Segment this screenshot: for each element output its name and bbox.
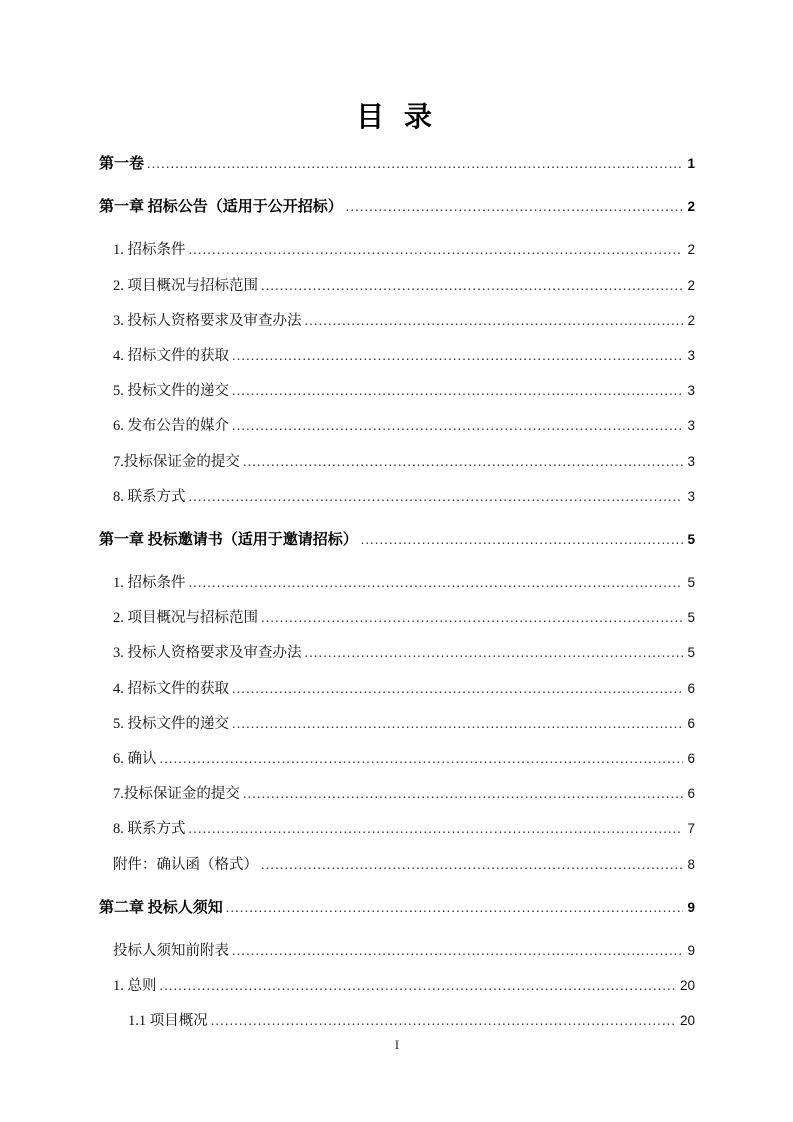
toc-leader-dots <box>232 339 683 374</box>
toc-leader-dots <box>243 445 684 480</box>
toc-leader-dots <box>261 269 683 304</box>
toc-entry-label: 1. 总则 <box>113 978 157 995</box>
toc-entry[interactable] <box>99 811 695 846</box>
toc-entry[interactable] <box>99 565 695 600</box>
toc-entry-label: 附件：确认函（格式） <box>113 856 258 873</box>
toc-entry-label: 第一章 招标公告（适用于公开招标） <box>99 199 343 216</box>
toc-entry[interactable] <box>99 189 695 224</box>
toc-page-number: 6 <box>687 751 695 766</box>
toc-page-number: 6 <box>687 786 695 802</box>
toc-entry[interactable] <box>99 847 695 882</box>
toc-entry-label: 投标人须知前附表 <box>113 942 229 959</box>
toc-leader-dots <box>226 891 684 926</box>
toc-page-number: 3 <box>687 418 695 434</box>
toc-page-number: 20 <box>679 1013 695 1029</box>
toc-page-number: 5 <box>687 575 695 591</box>
toc-entry-label: 5. 投标文件的递交 <box>113 383 229 400</box>
toc-page-number: 2 <box>687 242 695 258</box>
toc-leader-dots <box>211 1004 676 1039</box>
toc-leader-dots <box>189 480 684 515</box>
toc-leader-dots <box>361 523 684 558</box>
toc-leader-dots <box>189 812 684 847</box>
toc-page-number: 2 <box>687 199 695 215</box>
toc-page-number: 9 <box>687 942 695 958</box>
toc-page-number: 8 <box>687 856 695 872</box>
toc-entry[interactable] <box>99 444 695 479</box>
toc-page-number: 6 <box>687 680 695 696</box>
toc-entry-label: 3. 投标人资格要求及审查办法 <box>113 312 302 329</box>
toc-entry[interactable] <box>99 1003 695 1038</box>
toc-page-number: 3 <box>687 383 695 399</box>
footer-page-number: I <box>394 1038 400 1052</box>
toc-page-number: 9 <box>687 899 695 915</box>
toc-entry-label: 8. 联系方式 <box>113 488 186 505</box>
toc-page-number: 7 <box>687 821 695 837</box>
toc-list <box>99 146 695 1039</box>
toc-leader-dots <box>305 636 684 671</box>
toc-leader-dots <box>189 566 684 601</box>
toc-entry[interactable] <box>99 338 695 373</box>
toc-page-number: 5 <box>687 610 695 626</box>
toc-entry-label: 第一卷 <box>99 156 145 172</box>
toc-entry-label: 5. 投标文件的递交 <box>113 715 229 732</box>
toc-page-number: 2 <box>687 277 695 293</box>
toc-leader-dots <box>232 934 683 969</box>
toc-entry-label: 1.1 项目概况 <box>128 1013 208 1030</box>
toc-entry[interactable] <box>99 741 695 776</box>
toc-page-number: 20 <box>679 978 695 994</box>
toc-entry-label: 7.投标保证金的提交 <box>113 786 240 803</box>
toc-entry-label: 4. 招标文件的获取 <box>113 347 229 364</box>
toc-leader-dots <box>232 374 683 409</box>
toc-leader-dots <box>261 848 683 883</box>
toc-entry-label: 1. 招标条件 <box>113 575 186 592</box>
toc-page-number: 2 <box>687 312 695 328</box>
toc-entry-label: 4. 招标文件的获取 <box>113 680 229 697</box>
toc-entry[interactable] <box>99 303 695 338</box>
toc-entry[interactable] <box>99 933 695 968</box>
toc-entry-label: 6. 确认 <box>113 751 157 767</box>
toc-page-number: 5 <box>687 531 695 547</box>
toc-entry[interactable] <box>99 706 695 741</box>
toc-leader-dots <box>160 742 684 777</box>
toc-leader-dots <box>147 147 683 182</box>
toc-entry-label: 2. 项目概况与招标范围 <box>113 277 258 294</box>
toc-leader-dots <box>243 777 684 812</box>
toc-entry[interactable] <box>99 600 695 635</box>
toc-leader-dots <box>232 409 683 444</box>
page-title: 目 录 <box>356 101 438 132</box>
toc-page-number: 3 <box>687 347 695 363</box>
toc-entry-label: 6. 发布公告的媒介 <box>113 418 229 435</box>
toc-entry[interactable] <box>99 232 695 267</box>
toc-entry[interactable] <box>99 671 695 706</box>
toc-entry-label: 7.投标保证金的提交 <box>113 453 240 470</box>
toc-entry-label: 第二章 投标人须知 <box>99 899 223 916</box>
toc-entry[interactable] <box>99 522 695 557</box>
toc-leader-dots <box>346 190 684 225</box>
toc-leader-dots <box>232 707 683 742</box>
toc-page-number: 6 <box>687 715 695 731</box>
toc-entry[interactable] <box>99 268 695 303</box>
toc-entry-label: 2. 项目概况与招标范围 <box>113 610 258 627</box>
toc-page-number: 3 <box>687 488 695 504</box>
toc-entry[interactable] <box>99 479 695 514</box>
toc-page-number: 5 <box>687 645 695 661</box>
toc-entry-label: 第一章 投标邀请书（适用于邀请招标） <box>99 531 358 548</box>
toc-page-number: 3 <box>687 453 695 469</box>
toc-leader-dots <box>261 601 683 636</box>
toc-entry[interactable] <box>99 373 695 408</box>
toc-entry-label: 8. 联系方式 <box>113 821 186 838</box>
toc-leader-dots <box>305 304 684 339</box>
toc-entry[interactable] <box>99 776 695 811</box>
toc-entry[interactable] <box>99 408 695 443</box>
toc-entry[interactable] <box>99 635 695 670</box>
toc-leader-dots <box>232 672 683 707</box>
document-page <box>99 0 695 1122</box>
toc-entry[interactable] <box>99 890 695 925</box>
toc-entry-label: 3. 投标人资格要求及审查办法 <box>113 645 302 662</box>
toc-leader-dots <box>160 969 676 1004</box>
toc-entry[interactable] <box>99 968 695 1003</box>
toc-page-number: 1 <box>687 156 695 171</box>
toc-entry-label: 1. 招标条件 <box>113 242 186 259</box>
toc-leader-dots <box>189 233 684 268</box>
toc-entry[interactable] <box>99 146 695 181</box>
